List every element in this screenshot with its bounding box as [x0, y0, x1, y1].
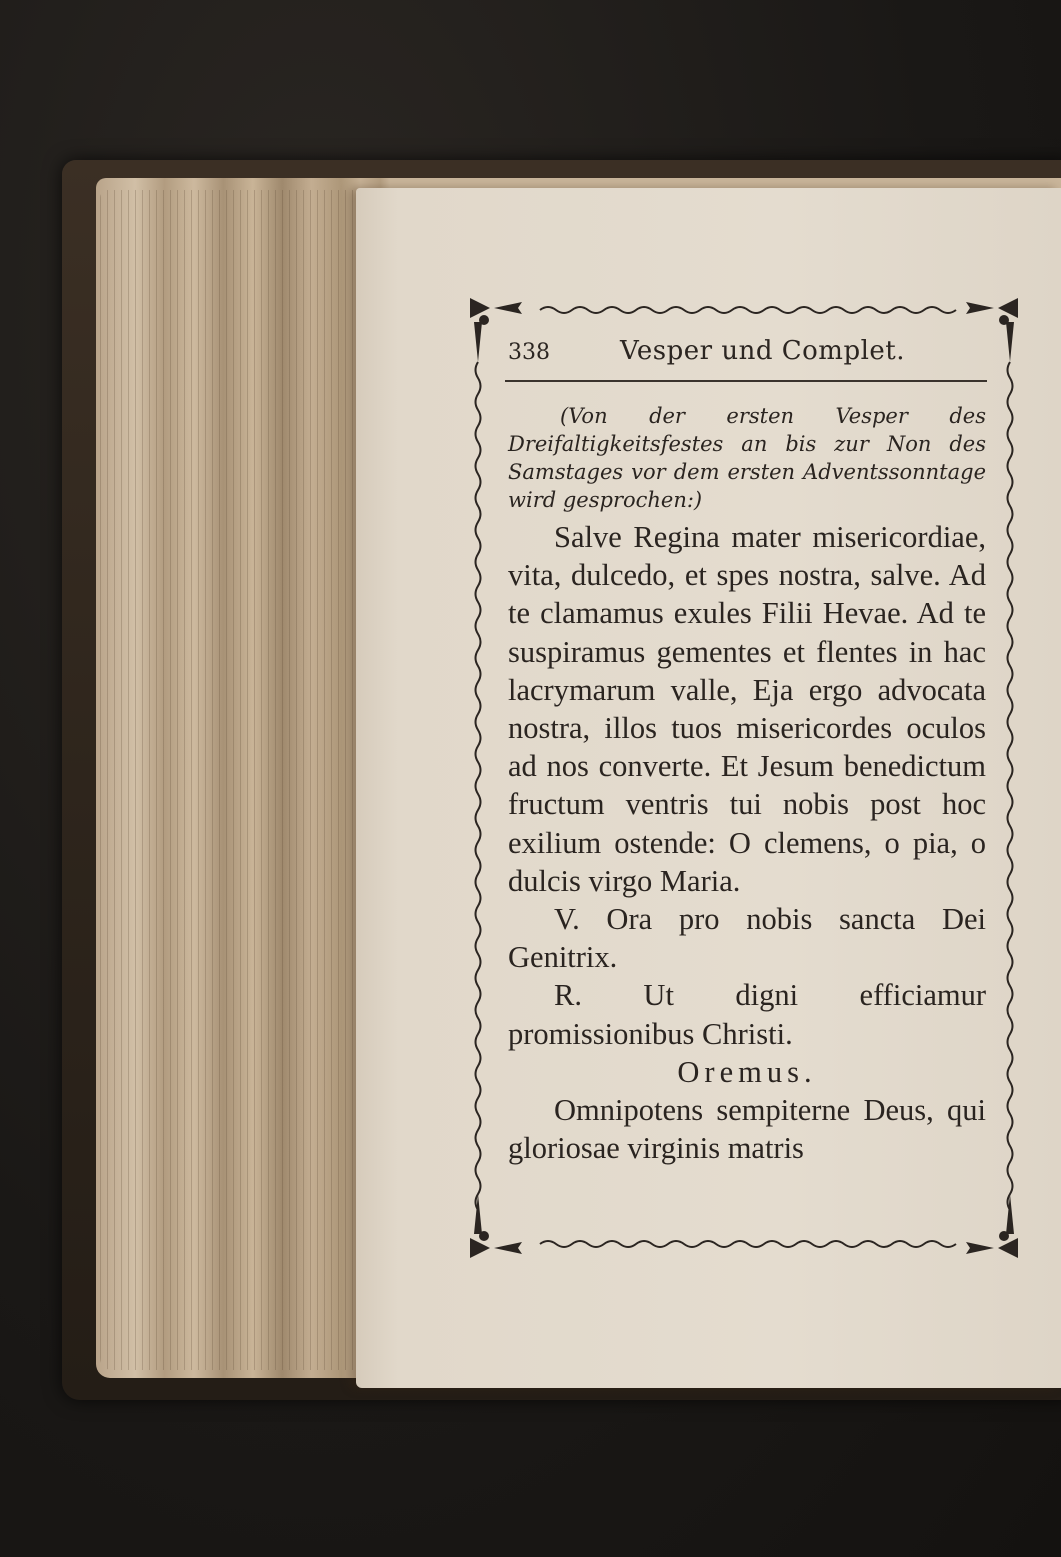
running-title: Vesper und Complet. [620, 336, 906, 366]
page-text [508, 402, 986, 1167]
closing-prayer: Omnipotens sempiterne Deus, qui gloriosae virginis matris [508, 1093, 986, 1166]
page-number: 338 [508, 340, 550, 365]
page-header [508, 336, 988, 376]
response: R. Ut digni efficiamur promissionibus Christi. [508, 978, 986, 1051]
page-edge-lines [100, 190, 360, 1370]
versicle: V. Ora pro nobis sancta Dei Genitrix. [508, 902, 986, 975]
oremus-heading: Oremus. [677, 1054, 817, 1089]
header-rule [505, 380, 987, 382]
rubric-note: (Von der ersten Vesper des Dreifaltigkeitsfestes an bis zur Non des Samstages vor dem ersten Adventssonntage wird gesprochen:) [508, 404, 986, 512]
salve-regina-paragraph: Salve Regina mater misericordiae, vita, dulcedo, et spes nostra, salve. Ad te clamamus exules Filii Hevae. Ad te suspiramus gementes et flentes in hac lacrymarum valle, Eja ergo advocata nostra, illos tuos misericordes oculos ad nos converte. Et Jesum benedictum fructum ventris tui nobis post hoc exilium ostende: O clemens, o pia, o dulcis virgo Maria. [508, 520, 986, 898]
